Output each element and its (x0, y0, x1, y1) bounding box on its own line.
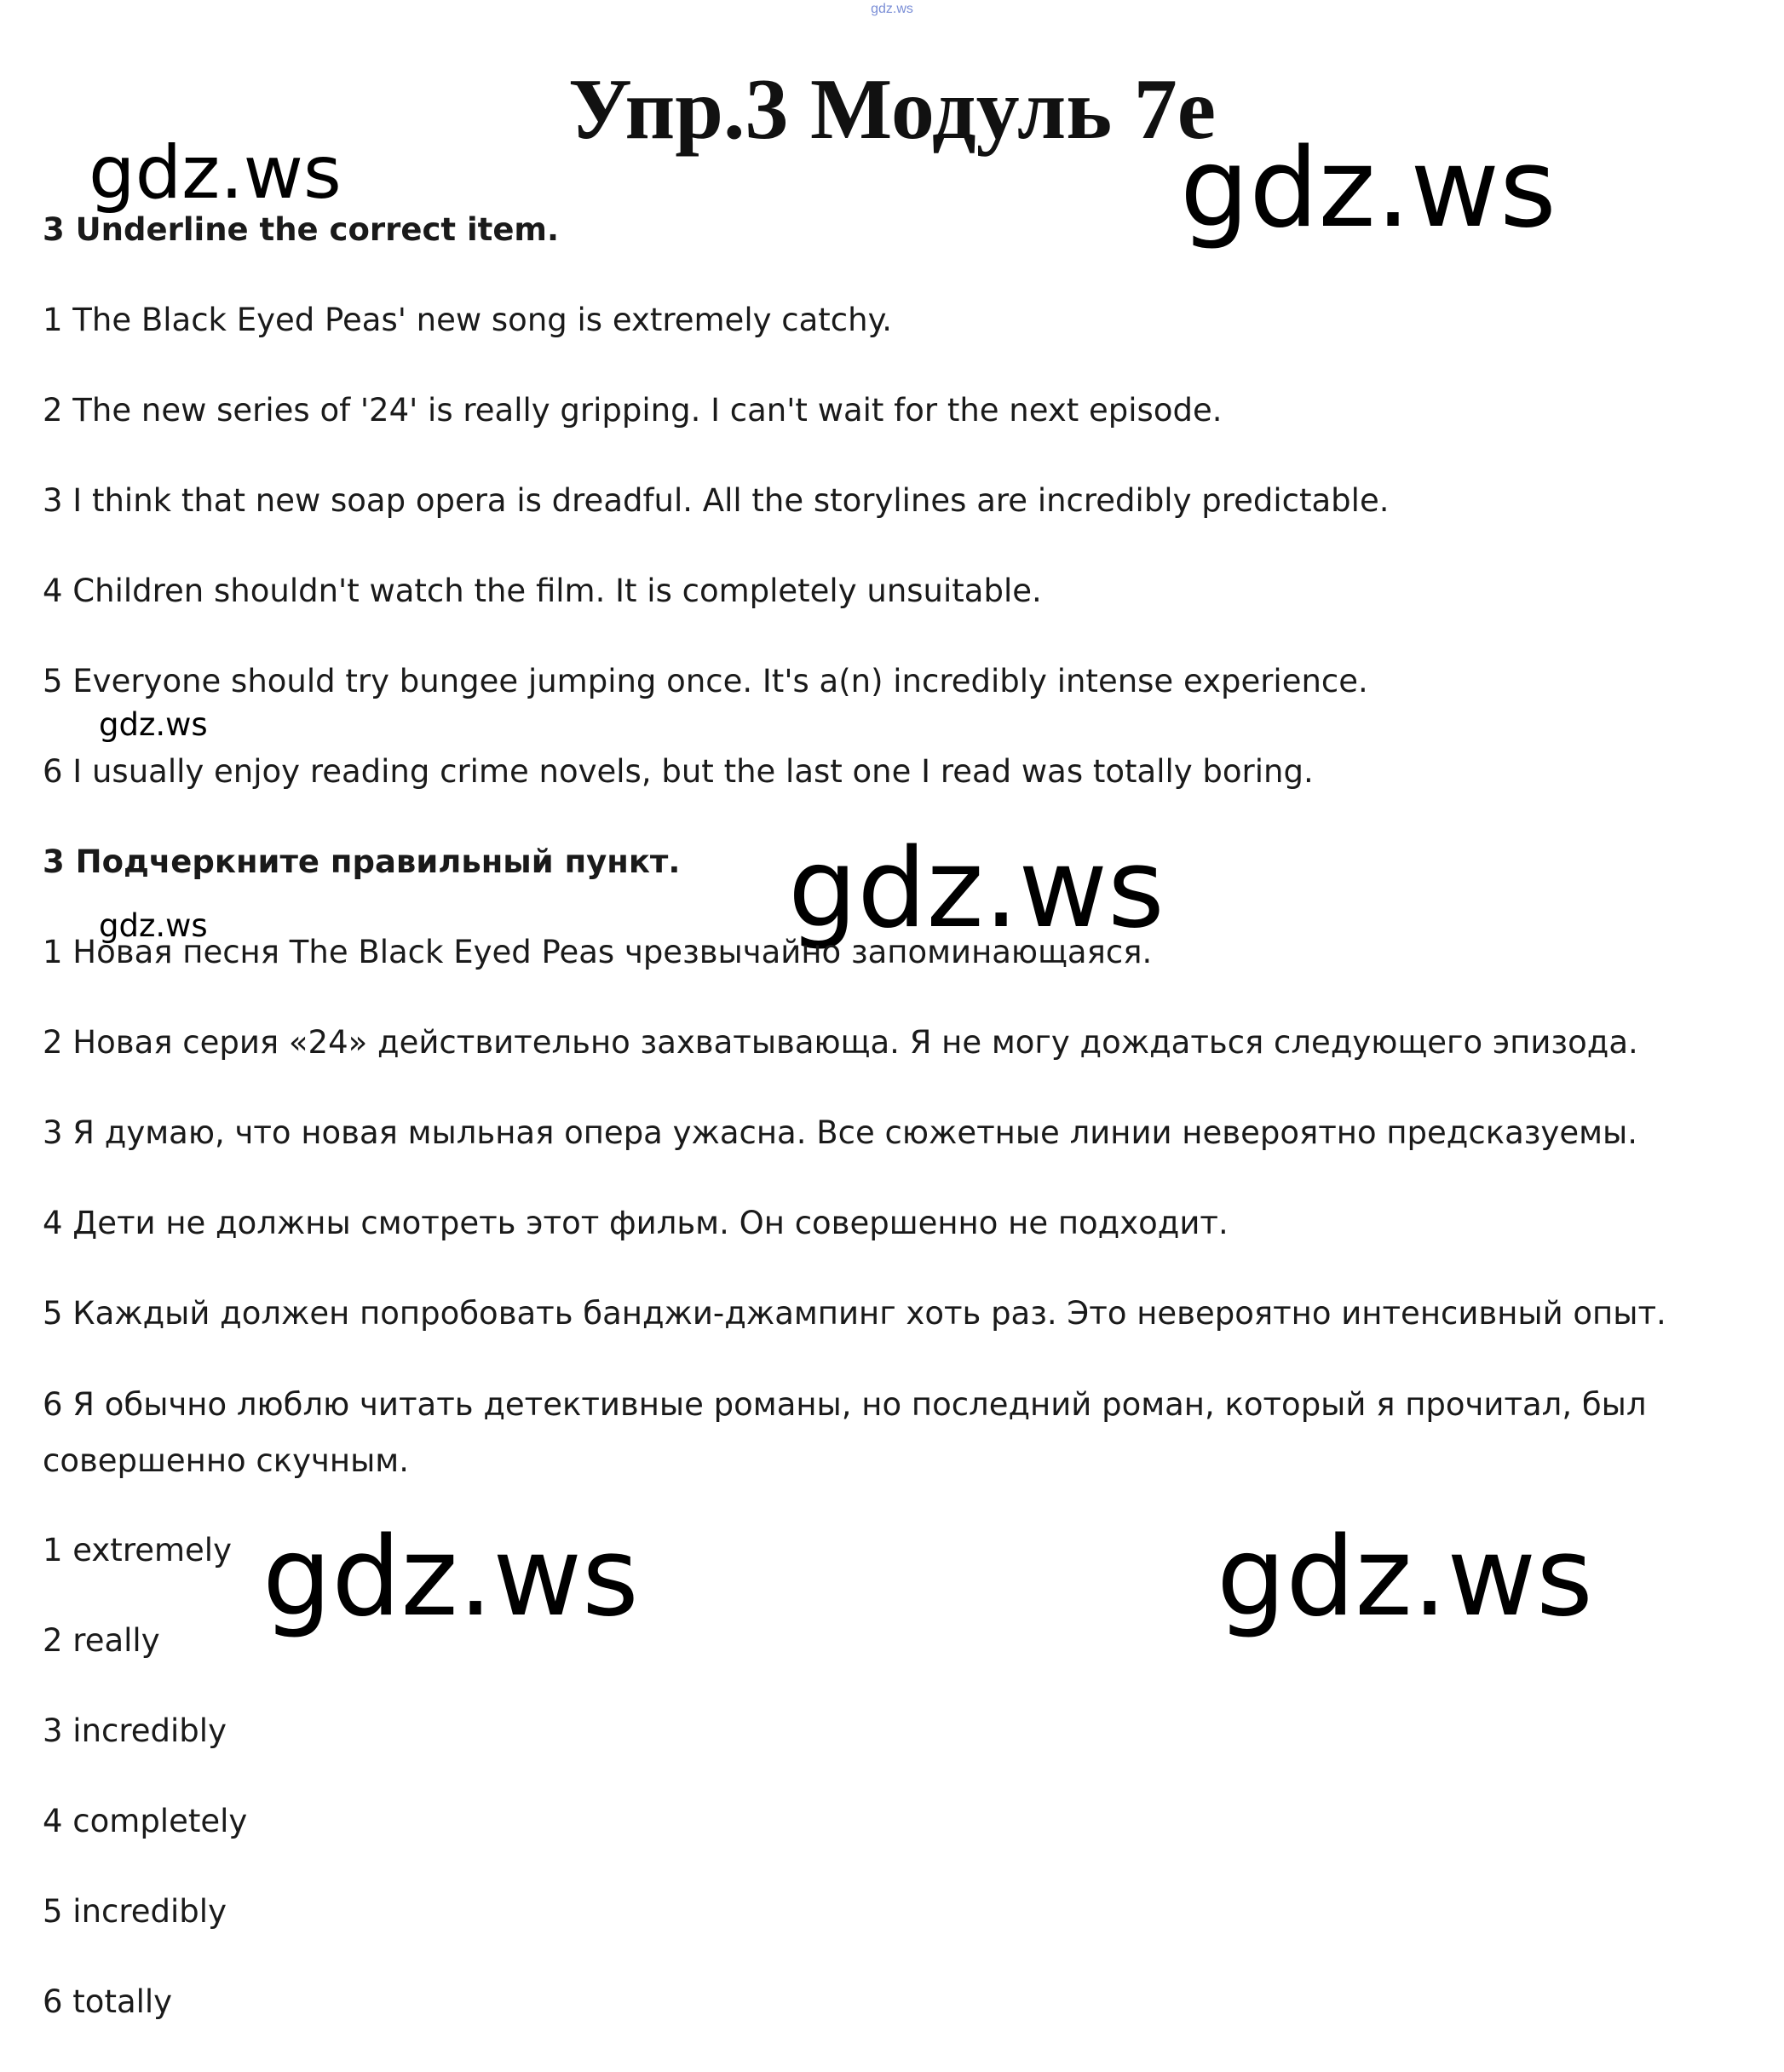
english-item: 1 The Black Eyed Peas' new song is extremely catchy. (43, 302, 892, 338)
watermark: gdz.ws (99, 706, 208, 743)
russian-item: 2 Новая серия «24» действительно захватывающа. Я не могу дождаться следующего эпизода. (43, 1024, 1638, 1061)
english-heading: 3 Underline the correct item. (43, 211, 560, 248)
watermark: gdz.ws (89, 130, 342, 216)
answer-item: 2 really (43, 1622, 160, 1659)
answer-item: 3 incredibly (43, 1712, 227, 1749)
watermark: gdz.ws (1217, 1514, 1593, 1641)
watermark: gdz.ws (788, 826, 1165, 953)
watermark: gdz.ws (1180, 125, 1557, 252)
english-item: 4 Children shouldn't watch the film. It is completely unsuitable. (43, 573, 1042, 609)
watermark: gdz.ws (99, 907, 208, 944)
top-watermark: gdz.ws (871, 2, 913, 16)
english-item: 3 I think that new soap opera is dreadful. All the storylines are incredibly predictable. (43, 482, 1390, 519)
russian-item: 6 Я обычно люблю читать детективные романы, но последний роман, который я прочитал, был совершенно скучным. (43, 1386, 1647, 1479)
english-item: 6 I usually enjoy reading crime novels, but the last one I read was totally boring. (43, 753, 1314, 790)
russian-item: 1 Новая песня The Black Eyed Peas чрезвычайно запоминающаяся. (43, 934, 1153, 970)
answer-item: 4 completely (43, 1803, 248, 1839)
russian-item: 5 Каждый должен попробовать банджи-джампинг хоть раз. Это невероятно интенсивный опыт. (43, 1295, 1666, 1332)
answer-item: 1 extremely (43, 1532, 232, 1568)
answer-item: 6 totally (43, 1983, 173, 2020)
english-item: 5 Everyone should try bungee jumping once. It's a(n) incredibly intense experience. (43, 663, 1368, 699)
answer-item: 5 incredibly (43, 1893, 227, 1930)
russian-heading: 3 Подчеркните правильный пункт. (43, 843, 681, 880)
russian-item: 3 Я думаю, что новая мыльная опера ужасна. Все сюжетные линии невероятно предсказуемы. (43, 1114, 1637, 1151)
english-item: 2 The new series of '24' is really gripping. I can't wait for the next episode. (43, 392, 1223, 429)
russian-item: 4 Дети не должны смотреть этот фильм. Он совершенно не подходит. (43, 1205, 1229, 1241)
watermark: gdz.ws (262, 1514, 639, 1641)
page-title: Упр.3 Модуль 7е (568, 61, 1216, 158)
